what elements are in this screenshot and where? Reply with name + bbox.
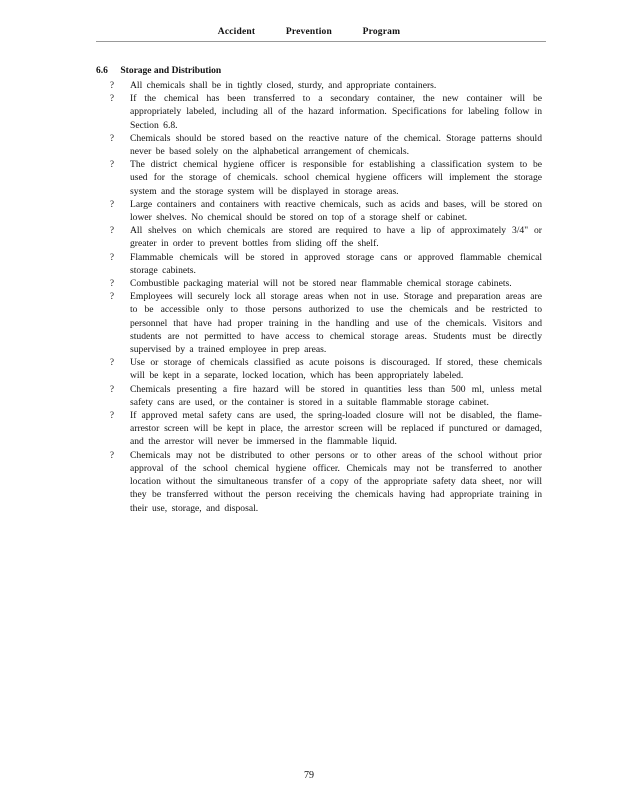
bullet-glyph: ? xyxy=(110,159,114,170)
list-item xyxy=(108,92,542,132)
bullet-glyph: ? xyxy=(110,225,114,236)
header-word-2: Prevention xyxy=(285,27,332,37)
list-item xyxy=(108,356,542,382)
section-number: 6.6 xyxy=(96,66,108,76)
list-item-text: Chemicals presenting a fire hazard will be stored in quantities less than 500 ml, unless metal safety cans are used, or the container is stored in a suitable flammable storage cabinet. xyxy=(130,383,542,408)
list-item-text: Large containers and containers with reactive chemicals, such as acids and bases, will be stored on lower shelves. No chemical should be stored on top of a storage shelf or cabinet. xyxy=(130,198,542,224)
list-item xyxy=(108,224,542,250)
bullet-glyph: ? xyxy=(110,357,114,368)
list-item-text: Flammable chemicals will be stored in approved storage cans or approved flammable chemical storage cabinets. xyxy=(130,251,542,276)
list-item-text: If the chemical has been transferred to a secondary container, the new container will be appropriately labeled, including all of the hazard information. Specifications for labeling follow in Section 6.8. xyxy=(130,93,542,131)
header-word-1: Accident xyxy=(217,27,256,37)
list-item-text: The district chemical hygiene officer is responsible for establishing a classification system to be used for the storage of chemicals. school chemical hygiene officers will implement the storage system and the storage system will be displayed in storage areas. xyxy=(130,159,542,197)
bullet-glyph: ? xyxy=(110,132,114,143)
bullet-glyph: ? xyxy=(110,93,114,104)
bullet-glyph: ? xyxy=(110,278,114,289)
list-item xyxy=(108,132,542,158)
list-item-text: All chemicals shall be in tightly closed, sturdy, and appropriate containers. xyxy=(130,80,437,91)
section-heading xyxy=(96,66,221,76)
list-item xyxy=(108,79,542,92)
header-rule xyxy=(96,41,546,42)
list-item-text: Chemicals should be stored based on the reactive nature of the chemical. Storage patterns should never be based solely on the alphabetical arrangement of chemicals. xyxy=(130,132,542,158)
list-item xyxy=(108,277,542,290)
bullet-glyph: ? xyxy=(110,383,114,394)
running-header xyxy=(0,27,618,37)
bullet-glyph: ? xyxy=(110,449,114,460)
list-item-text: Combustible packaging material will not be stored near flammable chemical storage cabinets. xyxy=(130,278,512,290)
bullet-glyph: ? xyxy=(110,251,114,262)
section-title: Storage and Distribution xyxy=(120,66,222,76)
list-item xyxy=(108,449,542,515)
list-item xyxy=(108,290,542,356)
list-item xyxy=(108,198,542,224)
list-item-text: All shelves on which chemicals are stored are required to have a lip of approximately 3/4" or greater in order to prevent bottles from sliding off the shelf. xyxy=(130,225,542,250)
list-item-text: Employees will securely lock all storage areas when not in use. Storage and preparation areas are to be accessible only to those persons authorized to use the chemicals and be restricted to personnel that have had proper training in the handling and use of the chemicals. Visitors and students are not permitted to have access to chemical storage areas. Students must be directly supervised by a trained employee in prep areas. xyxy=(130,291,542,356)
list-item-text: Chemicals may not be distributed to other persons or to other areas of the school without prior approval of the school chemical hygiene officer. Chemicals may not be transferred to another location without the simultaneous transfer of a copy of the appropriate safety data sheet, nor will they be transferred without the person receiving the chemicals having had appropriate training in their use, storage, and disposal. xyxy=(130,449,542,514)
header-word-3: Program xyxy=(362,27,401,37)
bullet-glyph: ? xyxy=(110,198,114,209)
list-item-text: If approved metal safety cans are used, the spring-loaded closure will not be disabled, the flame-arrestor screen will be kept in place, the arrestor screen will be replaced if punctured or damaged, and the arrestor will never be immersed in the flammable liquid. xyxy=(130,410,542,448)
bullet-glyph: ? xyxy=(110,80,114,90)
list-item xyxy=(108,409,542,449)
list-item-text: Use or storage of chemicals classified as acute poisons is discouraged. If stored, these chemicals will be kept in a separate, locked location, which has been appropriately labeled. xyxy=(130,357,542,382)
storage-rules-list xyxy=(108,79,542,515)
list-item xyxy=(108,251,542,277)
page-number: 79 xyxy=(304,770,314,781)
bullet-glyph: ? xyxy=(110,291,114,302)
bullet-glyph: ? xyxy=(110,410,114,421)
list-item xyxy=(108,158,542,198)
list-item xyxy=(108,383,542,409)
